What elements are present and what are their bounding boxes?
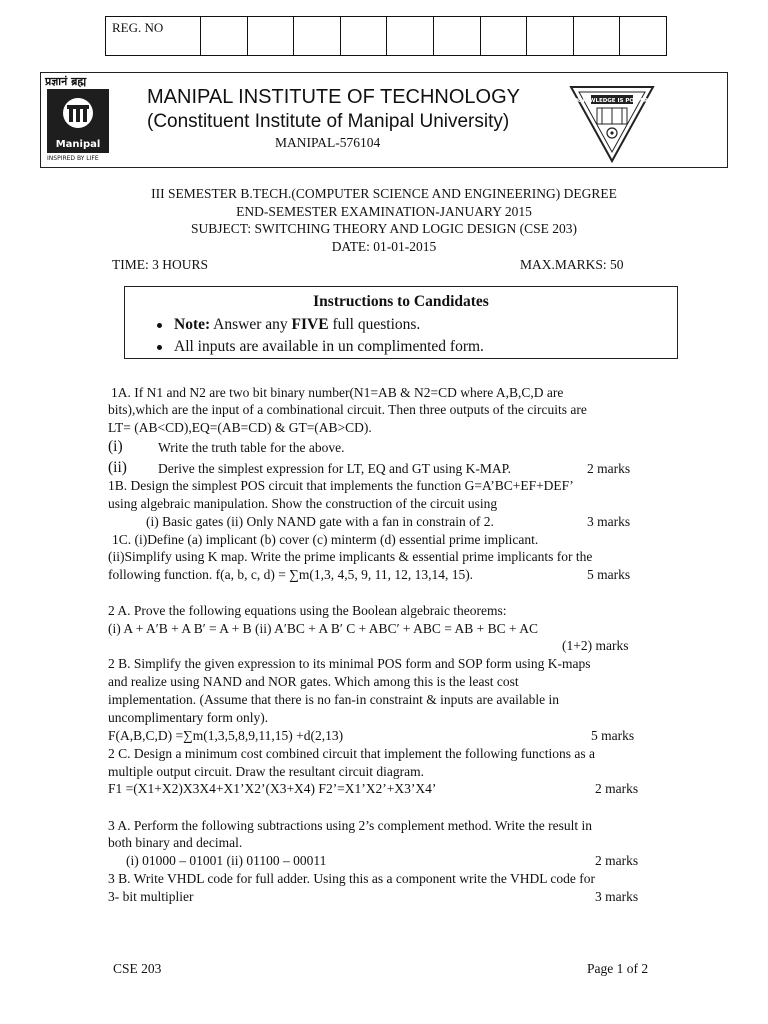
exam-subject: SUBJECT: SWITCHING THEORY AND LOGIC DESIGN (CSE 203) bbox=[191, 221, 577, 236]
q1a-line: bits),which are the input of a combinational circuit. Then three outputs of the circuits are bbox=[108, 402, 587, 417]
q2b-line: 2 B. Simplify the given expression to its minimal POS form and SOP form using K-maps bbox=[108, 656, 591, 671]
logo-motto: प्रज्ञानं ब्रह्म bbox=[45, 75, 87, 88]
exam-semester: III SEMESTER B.TECH.(COMPUTER SCIENCE AND ENGINEERING) DEGREE bbox=[151, 186, 617, 201]
footer-course-code: CSE 203 bbox=[113, 961, 162, 976]
q1a-line: 1A. If N1 and N2 are two bit binary number(N1=AB & N2=CD where A,B,C,D are bbox=[111, 385, 564, 400]
note-post: full questions. bbox=[328, 316, 421, 333]
q2a-marks: (1+2) marks bbox=[562, 638, 629, 653]
q2b-line: and realize using NAND and NOR gates. Which among this is the least cost bbox=[108, 674, 519, 689]
q2b-line: uncomplimentary form only). bbox=[108, 710, 269, 725]
q1a-i-number: (i) bbox=[108, 438, 123, 455]
q2b-line: F(A,B,C,D) =∑m(1,3,5,8,9,11,15) +d(2,13) bbox=[108, 728, 344, 743]
bullet-icon bbox=[157, 345, 162, 350]
instruction-note bbox=[157, 316, 420, 334]
institute-header bbox=[40, 72, 728, 168]
q3a-line: (i) 01000 – 01001 (ii) 01100 – 00011 bbox=[126, 853, 327, 868]
exam-title: END-SEMESTER EXAMINATION-JANUARY 2015 bbox=[236, 204, 532, 219]
q3a-line: 3 A. Perform the following subtractions using 2’s complement method. Write the result in bbox=[108, 818, 593, 833]
q1b-line: 1B. Design the simplest POS circuit that implements the function G=A’BC+EF+DEF’ bbox=[108, 478, 574, 493]
reg-no-cell[interactable] bbox=[481, 17, 528, 55]
q2b-marks: 5 marks bbox=[591, 728, 635, 743]
reg-no-cell[interactable] bbox=[387, 17, 434, 55]
q3b-line: 3- bit multiplier bbox=[108, 889, 194, 904]
logo-name: Manipal bbox=[55, 139, 101, 150]
exam-date: DATE: 01-01-2015 bbox=[331, 239, 437, 254]
q1a-i-text: Write the truth table for the above. bbox=[158, 440, 345, 455]
q1a-ii-number: (ii) bbox=[108, 459, 127, 476]
reg-no-cell[interactable] bbox=[201, 17, 248, 55]
q2c-line: multiple output circuit. Draw the resultant circuit diagram. bbox=[108, 764, 425, 779]
exam-max-marks: MAX.MARKS: 50 bbox=[520, 257, 624, 272]
instructions-title: Instructions to Candidates bbox=[313, 293, 489, 310]
institute-name: MANIPAL INSTITUTE OF TECHNOLOGY bbox=[147, 86, 521, 108]
q2c-marks: 2 marks bbox=[595, 781, 639, 796]
footer-page-number: Page 1 of 2 bbox=[587, 961, 649, 976]
q1b-line: using algebraic manipulation. Show the construction of the circuit using bbox=[108, 496, 498, 511]
q2c-line: 2 C. Design a minimum cost combined circuit that implement the following functions as a bbox=[108, 746, 596, 761]
q1c-marks: 5 marks bbox=[587, 567, 631, 582]
q2a-line: 2 A. Prove the following equations using the Boolean algebraic theorems: bbox=[108, 603, 507, 618]
note-pre: Answer any bbox=[210, 316, 292, 333]
q1c-line: (ii)Simplify using K map. Write the prime implicants & essential prime implicants for the bbox=[108, 549, 593, 564]
q3b-marks: 3 marks bbox=[595, 889, 639, 904]
institute-city: MANIPAL-576104 bbox=[275, 135, 381, 150]
institute-seal-icon bbox=[567, 81, 657, 165]
reg-no-cell[interactable] bbox=[341, 17, 388, 55]
instruction-inputs bbox=[157, 338, 484, 356]
reg-no-cell[interactable] bbox=[620, 17, 666, 55]
reg-no-cell[interactable] bbox=[248, 17, 295, 55]
q3a-marks: 2 marks bbox=[595, 853, 639, 868]
reg-no-label: REG. NO bbox=[106, 17, 201, 55]
q2b-line: implementation. (Assume that there is no fan-in constraint & inputs are available in bbox=[108, 692, 560, 707]
q1c-line: following function. f(a, b, c, d) = ∑m(1,3, 4,5, 9, 11, 12, 13,14, 15). bbox=[108, 567, 474, 582]
institute-constituent: (Constituent Institute of Manipal University) bbox=[147, 111, 510, 132]
q1c-line: 1C. (i)Define (a) implicant (b) cover (c) minterm (d) essential prime implicant. bbox=[112, 532, 539, 547]
q1a-marks: 2 marks bbox=[587, 461, 631, 476]
note-label: Note: bbox=[174, 316, 211, 333]
reg-no-cell[interactable] bbox=[574, 17, 621, 55]
q3b-line: 3 B. Write VHDL code for full adder. Using this as a component write the VHDL code for bbox=[108, 871, 595, 886]
bullet-icon bbox=[157, 323, 162, 328]
reg-no-cell[interactable] bbox=[294, 17, 341, 55]
q1a-ii-text: Derive the simplest expression for LT, EQ and GT using K-MAP. bbox=[158, 461, 511, 476]
q2c-line: F1 =(X1+X2)X3X4+X1’X2’(X3+X4) F2’=X1’X2’+X3’X4’ bbox=[108, 781, 437, 796]
manipal-logo bbox=[47, 89, 109, 153]
q3a-line: both binary and decimal. bbox=[108, 835, 243, 850]
q1b-line: (i) Basic gates (ii) Only NAND gate with a fan in constrain of 2. bbox=[146, 514, 494, 529]
q2a-line: (i) A + A′B + A B′ = A + B (ii) A′BC + A B′ C + ABC′ + ABC = AB + BC + AC bbox=[108, 621, 539, 636]
q1a-line: LT= (AB<CD),EQ=(AB=CD) & GT=(AB>CD). bbox=[108, 420, 372, 435]
logo-tagline: INSPIRED BY LIFE bbox=[47, 155, 99, 162]
seal-motto: KNOWLEDGE IS POWER bbox=[575, 98, 649, 104]
q1b-marks: 3 marks bbox=[587, 514, 631, 529]
reg-no-cell[interactable] bbox=[527, 17, 574, 55]
note-bold: FIVE bbox=[291, 316, 329, 333]
instructions-box bbox=[124, 286, 678, 359]
instruction-inputs-text: All inputs are available in un complimented form. bbox=[174, 338, 484, 355]
exam-time: TIME: 3 HOURS bbox=[112, 257, 209, 272]
reg-no-table bbox=[105, 16, 667, 56]
reg-no-cell[interactable] bbox=[434, 17, 481, 55]
